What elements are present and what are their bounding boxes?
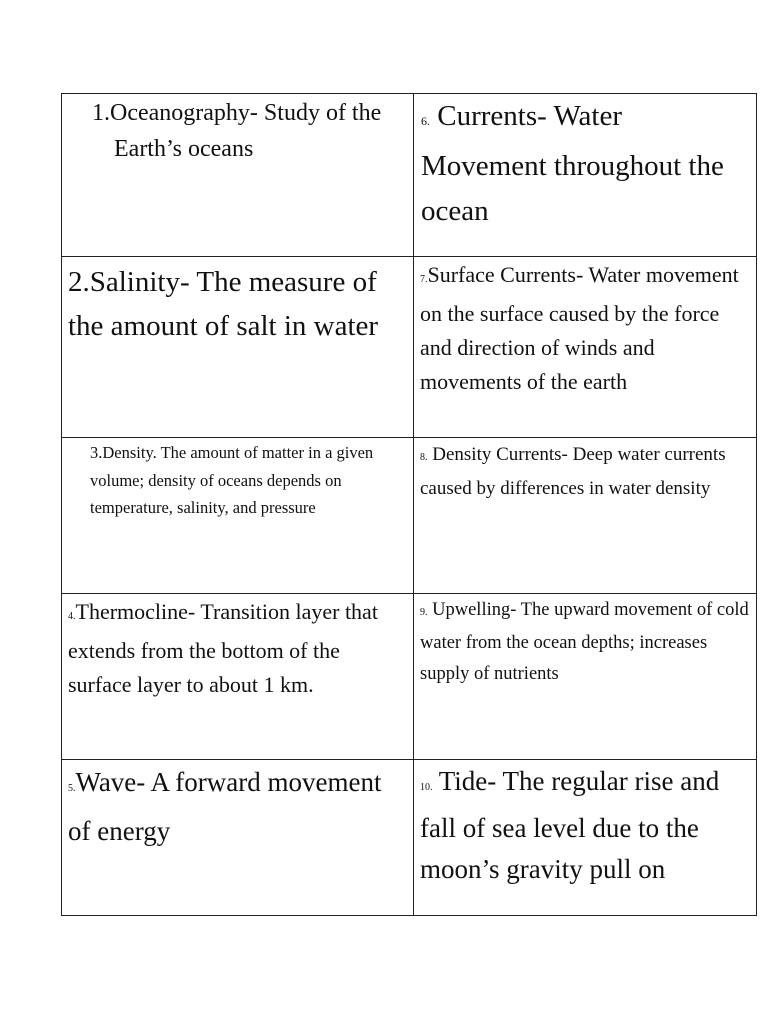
card-cell-3	[62, 438, 414, 594]
card-text	[414, 94, 756, 234]
card-definition: Density. The amount of matter in a given volume; density of oceans depends on temperature, salinity, and pressure	[90, 443, 374, 517]
card-text	[414, 438, 756, 504]
card-cell-9	[414, 594, 757, 760]
card-definition: Upwelling- The upward movement of cold water from the ocean depths; increases supply of nutrients	[420, 600, 749, 684]
table-row	[62, 94, 757, 257]
card-number: 2.	[68, 266, 90, 298]
card-definition: Surface Currents- Water movement on the surface caused by the force and direction of winds and movements of the earth	[420, 262, 739, 394]
card-cell-7	[414, 257, 757, 438]
card-text	[62, 438, 413, 522]
card-text	[62, 94, 413, 167]
card-definition: Currents- Water Movement throughout the ocean	[421, 100, 724, 227]
card-cell-2	[62, 257, 414, 438]
card-number: 10.	[420, 782, 433, 793]
card-number: 9.	[420, 607, 428, 618]
card-text	[414, 594, 756, 690]
card-number: 7.	[420, 274, 428, 285]
table-row	[62, 760, 757, 916]
card-cell-10	[414, 760, 757, 916]
card-definition: Oceanography- Study of the Earth’s oceans	[110, 100, 382, 162]
table-row	[62, 257, 757, 438]
card-number: 3.	[90, 443, 103, 462]
card-cell-4	[62, 594, 414, 760]
card-definition: Density Currents- Deep water currents caused by differences in water density	[420, 444, 726, 499]
card-cell-5	[62, 760, 414, 916]
card-text	[414, 257, 756, 399]
card-number: 6.	[421, 114, 430, 128]
card-text	[62, 257, 413, 348]
card-definition: Wave- A forward movement of energy	[68, 767, 382, 846]
table-row	[62, 438, 757, 594]
vocabulary-card-table	[61, 93, 757, 916]
card-definition: Tide- The regular rise and fall of sea level due to the moon’s gravity pull on	[420, 766, 720, 884]
card-definition: Thermocline- Transition layer that extends from the bottom of the surface layer to about 1 km.	[68, 599, 378, 697]
card-number: 1.	[92, 100, 110, 126]
card-number: 8.	[420, 452, 428, 463]
card-definition: Salinity- The measure of the amount of salt in water	[68, 266, 379, 342]
card-cell-6	[414, 94, 757, 257]
card-cell-8	[414, 438, 757, 594]
card-text	[62, 760, 413, 852]
card-number: 4.	[68, 611, 76, 622]
table-row	[62, 594, 757, 760]
card-text	[62, 594, 413, 702]
card-cell-1	[62, 94, 414, 257]
card-number: 5.	[68, 783, 76, 794]
card-text	[414, 760, 756, 890]
